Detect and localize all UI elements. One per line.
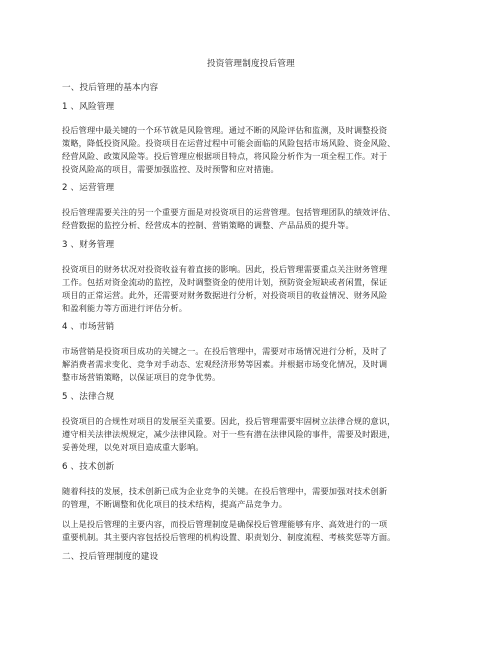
paragraph-line: 整市场营销策略，以保证项目的竞争优势。 — [62, 372, 221, 382]
paragraph-line: 和盈利能力等方面进行评估分析。 — [62, 303, 188, 313]
paragraph-line: 解消费者需求变化、竞争对手动态、宏观经济形势等因素。并根据市场变化情况，及时调 — [62, 359, 388, 369]
paragraph-line: 工作。包括对资金流动的监控，及时调整资金的使用计划，预防资金短缺或者闲置，保证 — [62, 277, 388, 287]
paragraph-line: 投后管理需要关注的另一个重要方面是对投资项目的运营管理。包括管理团队的绩效评估、 — [62, 207, 396, 217]
paragraph-line: 经营风险、政策风险等。投后管理应根据项目特点，将风险分析作为一项全程工作。对于 — [62, 151, 388, 161]
paragraph-line: 投资项目的财务状况对投资收益有着直接的影响。因此，投后管理需要重点关注财务管理 — [62, 264, 388, 274]
section-heading-system-building: 二、投后管理制度的建设 — [62, 552, 159, 562]
paragraph-line: 妥善处理，以免对项目造成重大影响。 — [62, 442, 204, 452]
item-heading-marketing: 4 、市场营销 — [62, 322, 115, 332]
paragraph-line: 投后管理中最关键的一个环节就是风险管理。通过不断的风险评估和监测，及时调整投资 — [62, 125, 388, 135]
item-heading-tech-innovation: 6 、技术创新 — [62, 462, 115, 472]
paragraph-line: 重要机制。其主要内容包括投后管理的机构设置、职责划分、制度流程、考核奖惩等方面。 — [62, 532, 396, 542]
section-heading-basic-content: 一、投后管理的基本内容 — [62, 83, 159, 93]
item-heading-operations-management: 2 、运营管理 — [62, 183, 115, 193]
paragraph-line: 项目的正常运营。此外，还需要对财务数据进行分析，对投资项目的收益情况、财务风险 — [62, 290, 388, 300]
paragraph-line: 以上是投后管理的主要内容，而投后管理制度是确保投后管理能够有序、高效进行的一项 — [62, 519, 388, 529]
paragraph-line: 市场营销是投资项目成功的关键之一。在投后管理中，需要对市场情况进行分析，及时了 — [62, 346, 388, 356]
item-heading-legal-compliance: 5 、法律合规 — [62, 392, 115, 402]
item-heading-risk-management: 1 、风险管理 — [62, 102, 115, 112]
paragraph-line: 遵守相关法律法规规定，减少法律风险。对于一些有潜在法律风险的事件，需要及时跟进， — [62, 429, 396, 439]
paragraph-line: 经营数据的监控分析、经营成本的控制、营销策略的调整、产品品质的提升等。 — [62, 220, 354, 230]
paragraph-line: 随着科技的发展，技术创新已成为企业竞争的关键。在投后管理中，需要加强对技术创新 — [62, 486, 388, 496]
paragraph-line: 投资项目的合规性对项目的发展至关重要。因此，投后管理需要牢固树立法律合规的意识， — [62, 416, 396, 426]
paragraph-line: 投资风险高的项目，需要加强监控、及时预警和应对措施。 — [62, 164, 279, 174]
item-heading-financial-management: 3 、财务管理 — [62, 240, 115, 250]
document-title: 投资管理制度投后管理 — [207, 59, 295, 69]
paragraph-line: 的管理，不断调整和优化项目的技术结构，提高产品竞争力。 — [62, 499, 288, 509]
paragraph-line: 策略，降低投资风险。投资项目在运营过程中可能会面临的风险包括市场风险、资金风险、 — [62, 138, 396, 148]
